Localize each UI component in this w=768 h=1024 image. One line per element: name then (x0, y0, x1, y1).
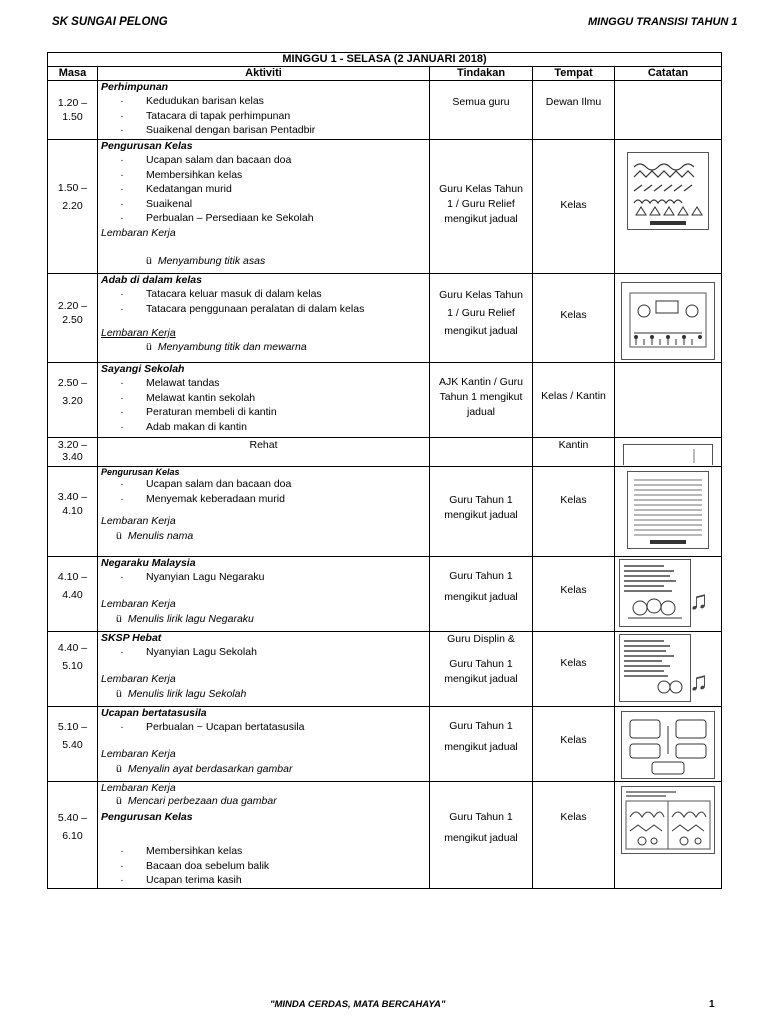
week-title: MINGGU TRANSISI TAHUN 1 (588, 16, 738, 28)
catatan-cell (615, 632, 722, 707)
tempat-cell: Kelas (533, 140, 615, 274)
aktiviti-cell: SKSP Hebat · Nyanyian Lagu Sekolah Lembaran Kerja ü Menulis lirik lagu Sekolah (98, 632, 430, 707)
masa-cell: 5.10 – 5.40 (48, 707, 98, 782)
worksheet-thumbnail (627, 471, 709, 549)
list-item: Bacaan doa sebelum balik (146, 859, 270, 872)
tempat-cell: Kantin (533, 438, 615, 467)
list-item: Membersihkan kelas (146, 168, 243, 181)
tindakan-cell: Guru Tahun 1 mengikut jadual (430, 782, 533, 889)
table-title: MINGGU 1 - SELASA (2 JANUARI 2018) (48, 53, 722, 67)
tindakan-cell: Semua guru (430, 81, 533, 140)
masa-cell: 2.20 – 2.50 (48, 274, 98, 363)
col-catatan: Catatan (615, 67, 722, 81)
worksheet-thumbnail (619, 559, 691, 627)
tempat-cell: Dewan Ilmu (533, 81, 615, 140)
list-item: Tatacara keluar masuk di dalam kelas (146, 288, 322, 300)
list-item: Kedatangan murid (146, 183, 232, 195)
table-row (48, 274, 722, 363)
masa-cell: 1.50 – 2.20 (48, 140, 98, 274)
col-aktiviti: Aktiviti (98, 67, 430, 81)
table-row (48, 363, 722, 438)
aktiviti-cell: Pengurusan Kelas · Ucapan salam dan bacaan doa · Menyemak keberadaan murid Lembaran Kerja ü Menulis nama (98, 467, 430, 557)
masa-cell: 4.40 – 5.10 (48, 632, 98, 707)
tindakan-cell: Guru Displin & Guru Tahun 1 mengikut jadual (430, 632, 533, 707)
catatan-cell (615, 707, 722, 782)
tempat-cell: Kelas (533, 274, 615, 363)
masa-cell: 3.20 – 3.40 (48, 438, 98, 467)
aktiviti-cell: Adab di dalam kelas · Tatacara keluar masuk di dalam kelas · Tatacara penggunaan peralatan di dalam kelas Lembaran Kerja ü Menyambung titik dan mewarna (98, 274, 430, 363)
list-item: Nyanyian Lagu Sekolah (146, 646, 257, 658)
aktiviti-cell: Negaraku Malaysia · Nyanyian Lagu Negaraku Lembaran Kerja ü Menulis lirik lagu Negaraku (98, 557, 430, 632)
tindakan-cell: Guru Tahun 1 mengikut jadual (430, 467, 533, 557)
aktiviti-cell: Perhimpunan · Kedudukan barisan kelas · Tatacara di tapak perhimpunan · Suaikenal dengan barisan Pentadbir (98, 81, 430, 140)
table-row (48, 557, 722, 632)
catatan-cell (615, 81, 722, 140)
table-row (48, 438, 722, 467)
list-item: Membersihkan kelas (146, 845, 243, 857)
music-note-icon: ♫ (689, 585, 709, 615)
catatan-cell (615, 467, 722, 557)
list-item: Tatacara penggunaan peralatan di dalam kelas (146, 302, 365, 315)
masa-cell: 2.50 – 3.20 (48, 363, 98, 438)
tindakan-cell: AJK Kantin / Guru Tahun 1 mengikut jadual (430, 363, 533, 438)
music-note-icon: ♫ (689, 666, 709, 696)
page-number: 1 (709, 999, 715, 1010)
table-row (48, 782, 722, 889)
list-item: Peraturan membeli di kantin (146, 406, 277, 418)
tempat-cell: Kelas / Kantin (533, 363, 615, 438)
col-tindakan: Tindakan (430, 67, 533, 81)
col-tempat: Tempat (533, 67, 615, 81)
tindakan-cell: Guru Tahun 1 mengikut jadual (430, 557, 533, 632)
aktiviti-cell: Sayangi Sekolah · Melawat tandas · Melawat kantin sekolah · Peraturan membeli di kantin · Adab makan di kantin (98, 363, 430, 438)
masa-cell: 5.40 – 6.10 (48, 782, 98, 889)
table-row (48, 467, 722, 557)
tindakan-cell: Guru Kelas Tahun 1 / Guru Relief mengikut jadual (430, 140, 533, 274)
table-row (48, 632, 722, 707)
table-row (48, 81, 722, 140)
table-row (48, 140, 722, 274)
list-item: Melawat tandas (146, 377, 220, 389)
list-item: Menyemak keberadaan murid (146, 492, 285, 505)
aktiviti-cell: Pengurusan Kelas · Ucapan salam dan bacaan doa · Membersihkan kelas · Kedatangan murid · Suaikenal · Perbualan – Persediaan ke Sekolah Lembaran Kerja ü Menyambung titik asas (98, 140, 430, 274)
school-name: SK SUNGAI PELONG (52, 16, 168, 28)
col-masa: Masa (48, 67, 98, 81)
catatan-cell (615, 140, 722, 274)
catatan-cell (615, 557, 722, 632)
list-item: Ucapan terima kasih (146, 874, 242, 886)
masa-cell: 4.10 – 4.40 (48, 557, 98, 632)
aktiviti-cell: Ucapan bertatasusila · Perbualan ~ Ucapan bertatasusila Lembaran Kerja ü Menyalin ayat berdasarkan gambar (98, 707, 430, 782)
tempat-cell: Kelas (533, 707, 615, 782)
worksheet-thumbnail (621, 711, 715, 779)
catatan-cell (615, 363, 722, 438)
list-item: Nyanyian Lagu Negaraku (146, 571, 265, 583)
list-item: Ucapan salam dan bacaan doa (146, 154, 292, 166)
footer-motto: "MINDA CERDAS, MATA BERCAHAYA" (270, 999, 446, 1010)
catatan-cell (615, 782, 722, 889)
tempat-cell: Kelas (533, 632, 615, 707)
worksheet-thumbnail (621, 786, 715, 854)
tindakan-cell: Guru Kelas Tahun 1 / Guru Relief mengikut jadual (430, 274, 533, 363)
catatan-cell (615, 438, 722, 467)
masa-cell: 3.40 – 4.10 (48, 467, 98, 557)
list-item: Tatacara di tapak perhimpunan (146, 109, 291, 122)
list-item: Suaikenal dengan barisan Pentadbir (146, 124, 316, 136)
list-item: Melawat kantin sekolah (146, 391, 256, 404)
tempat-cell: Kelas (533, 782, 615, 889)
aktiviti-cell: Rehat (98, 438, 430, 467)
worksheet-thumbnail (619, 634, 691, 702)
tempat-cell: Kelas (533, 467, 615, 557)
masa-cell: 1.20 – 1.50 (48, 81, 98, 140)
tindakan-cell: Guru Tahun 1 mengikut jadual (430, 707, 533, 782)
worksheet-thumbnail (627, 152, 709, 230)
list-item: Ucapan salam dan bacaan doa (146, 478, 292, 490)
tindakan-cell (430, 438, 533, 467)
tempat-cell: Kelas (533, 557, 615, 632)
list-item: Adab makan di kantin (146, 420, 247, 433)
worksheet-thumbnail (621, 282, 715, 360)
aktiviti-cell: Lembaran Kerja ü Mencari perbezaan dua gambar Pengurusan Kelas · Membersihkan kelas · Bacaan doa sebelum balik · Ucapan terima kasih (98, 782, 430, 889)
list-item: Perbualan ~ Ucapan bertatasusila (146, 721, 305, 733)
table-row (48, 707, 722, 782)
list-item: Kedudukan barisan kelas (146, 95, 264, 107)
catatan-cell (615, 274, 722, 363)
worksheet-thumbnail (623, 444, 713, 465)
schedule-table (47, 52, 722, 889)
list-item: Suaikenal (146, 197, 193, 210)
list-item: Perbualan – Persediaan ke Sekolah (146, 212, 314, 224)
section-title: Perhimpunan (101, 81, 169, 93)
